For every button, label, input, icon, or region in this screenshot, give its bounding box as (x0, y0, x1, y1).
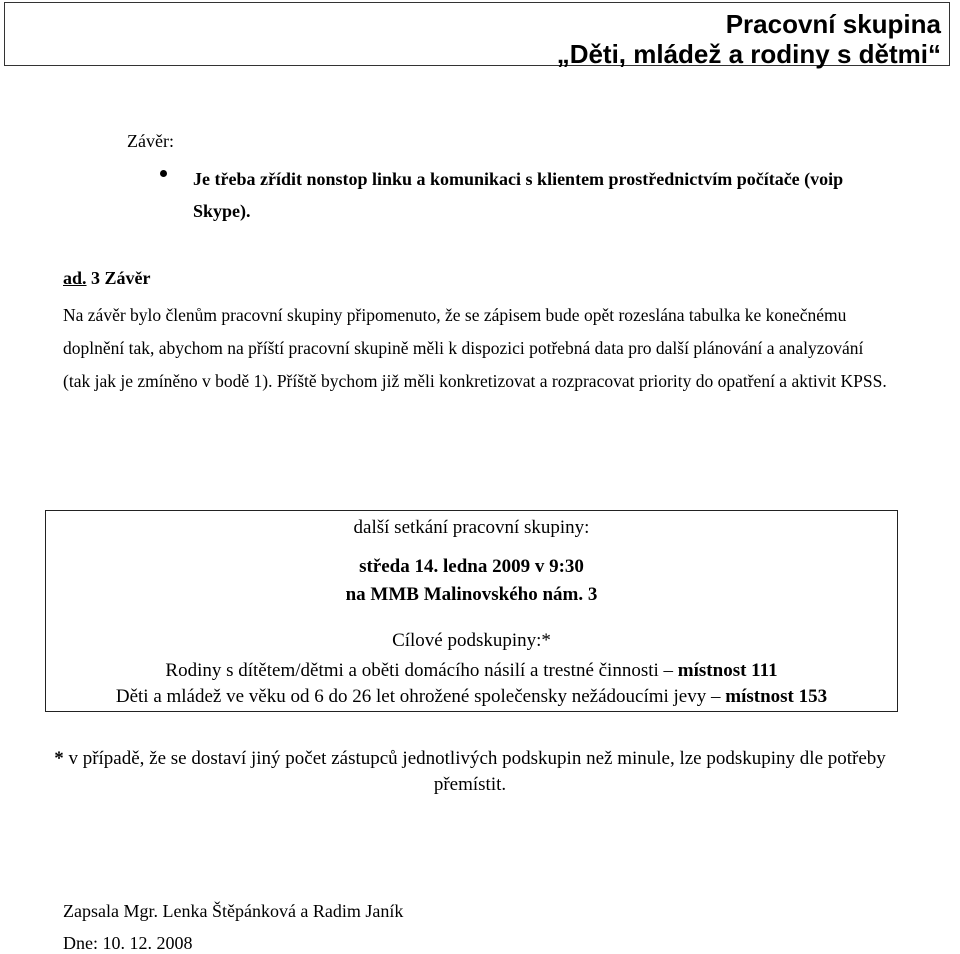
section-heading-rest: 3 Závěr (86, 268, 151, 288)
footnote (30, 746, 910, 798)
subgroup-1-text: Rodiny s dítětem/dětmi a oběti domácího násilí a trestné činnosti (165, 660, 664, 681)
section-paragraph: Na závěr bylo členům pracovní skupiny připomenuto, že se zápisem bude opět rozeslána tabulka ke konečnému doplnění tak, abychom na příští pracovní skupině měli k dispozici potřebná data pro další plánování a analyzování (tak jak je zmíněno v bodě 1). Příště bychom již měli konkretizovat a rozpracovat priority do opatření a aktivit KPSS. (63, 305, 887, 391)
meeting-datetime: středa 14. ledna 2009 v 9:30 (359, 556, 584, 577)
header-title-line2: „Děti, mládež a rodiny s dětmi“ (556, 39, 941, 69)
subgroup-2-text: Děti a mládež ve věku od 6 do 26 let ohrožené společensky nežádoucími jevy (115, 686, 711, 707)
footnote-text: v případě, že se dostaví jiný počet zástupců jednotlivých podskupin než minule, lze podskupiny dle potřeby přemístit. (63, 748, 886, 795)
header-title-line1: Pracovní skupina (725, 9, 941, 39)
conclusion-label: Závěr: (127, 131, 174, 151)
subgroup-1-room: místnost 111 (673, 660, 778, 681)
bullet-icon (160, 170, 167, 177)
meeting-label: další setkání pracovní skupiny: (353, 517, 590, 538)
recorded-by: Zapsala Mgr. Lenka Štěpánková a Radim Janík (63, 901, 404, 921)
subgroups-label: Cílové podskupiny:* (392, 630, 551, 651)
meeting-place: na MMB Malinovského nám. 3 (345, 584, 598, 605)
subgroup-2-dash: – (711, 686, 721, 707)
header-box (4, 2, 950, 69)
meeting-box (45, 510, 898, 712)
subgroup-2-room: místnost 153 (720, 686, 828, 707)
section-heading-ad: ad. (63, 268, 87, 288)
subgroup-1 (46, 659, 897, 683)
conclusion-bullet: Je třeba zřídit nonstop linku a komunikaci s klientem prostřednictvím počítače (voip Skype). (193, 169, 844, 221)
footnote-star: * (54, 748, 64, 769)
subgroup-2 (46, 685, 897, 709)
subgroup-1-dash: – (663, 660, 674, 681)
document-date: Dne: 10. 12. 2008 (63, 933, 193, 953)
section-heading (63, 268, 151, 289)
